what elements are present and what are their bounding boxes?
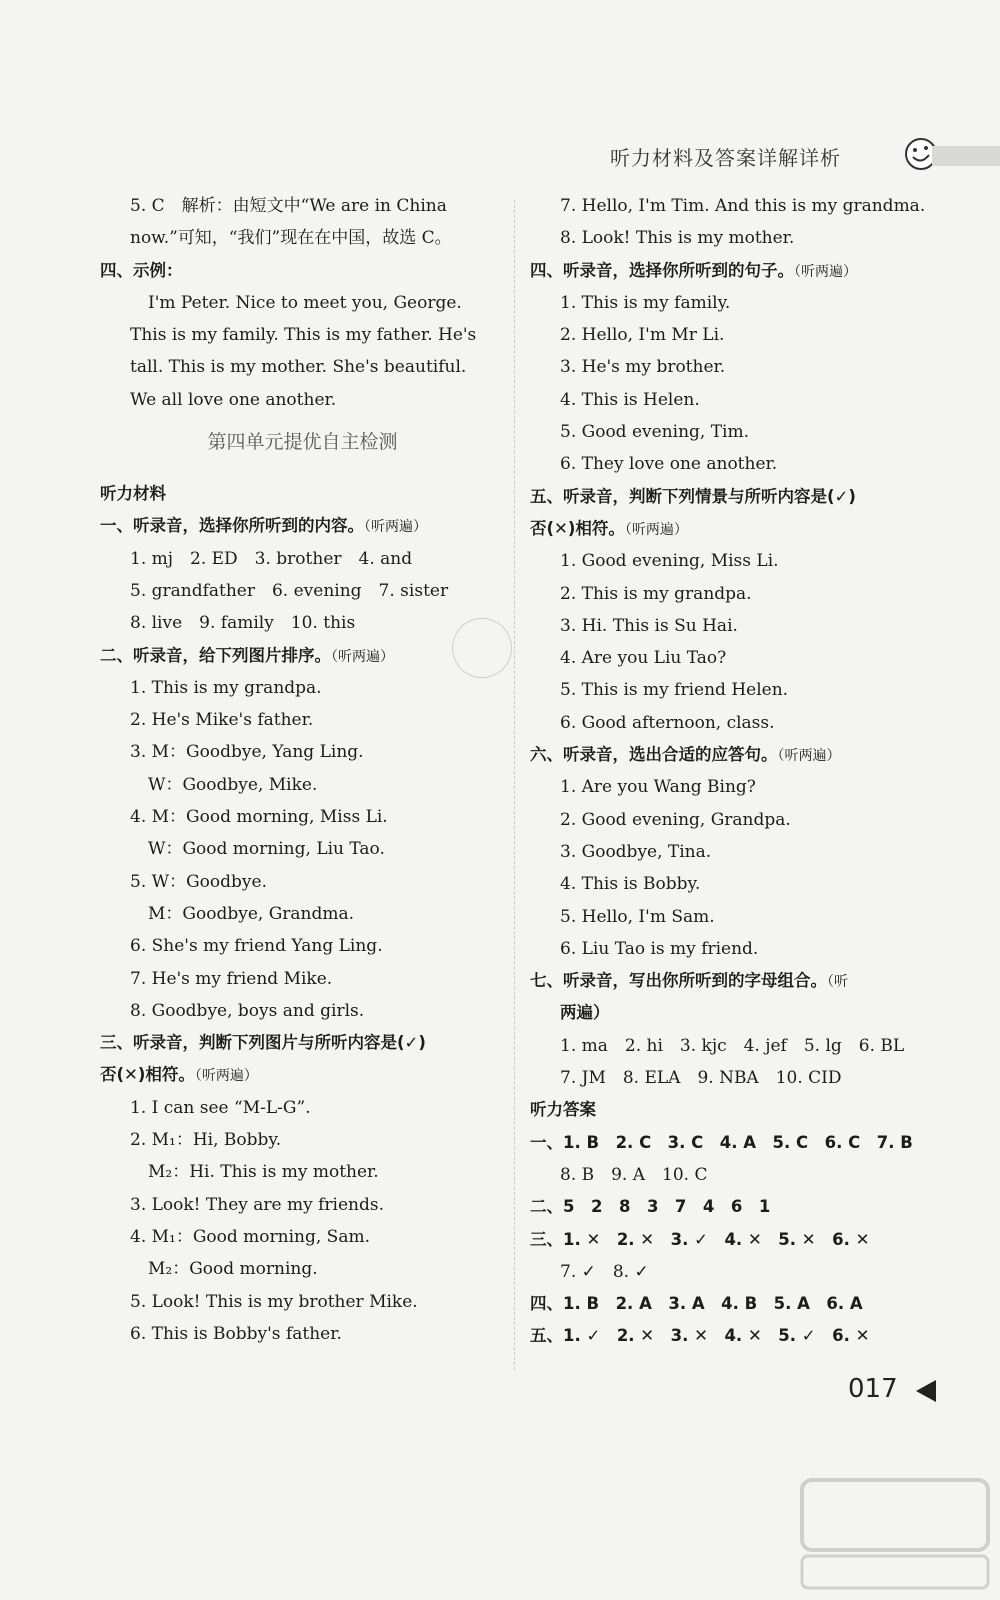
text-line — [100, 319, 505, 351]
section-heading — [100, 255, 505, 287]
section-heading — [530, 1127, 950, 1159]
text-line — [100, 607, 505, 639]
header-accent-bar — [932, 146, 1000, 166]
section-heading — [530, 1288, 950, 1320]
listen-twice-note: （听 — [827, 974, 848, 991]
line-text: 三、1. ✕ 2. ✕ 3. ✓ 4. ✕ 5. ✕ 6. ✕ — [530, 1229, 870, 1249]
running-header-title: 听力材料及答案详解详析 — [610, 146, 841, 170]
line-text: 3. Look! They are my friends. — [130, 1194, 385, 1215]
watermark-logo — [800, 1478, 990, 1590]
section-heading — [530, 1224, 950, 1256]
listen-twice-note: （听两遍） — [777, 748, 841, 765]
line-text: 二、5 2 8 3 7 4 6 1 — [530, 1197, 771, 1217]
text-line — [100, 995, 505, 1027]
line-text: 二、听录音，给下列图片排序。 — [100, 645, 331, 665]
text-line — [530, 545, 950, 577]
line-text: 6. Good afternoon, class. — [560, 712, 775, 733]
line-text: 6. She's my friend Yang Ling. — [130, 936, 383, 957]
text-line — [100, 1156, 505, 1188]
line-text: 2. This is my grandpa. — [560, 583, 752, 604]
text-line — [100, 769, 505, 801]
text-line — [100, 963, 505, 995]
text-line — [100, 1318, 505, 1350]
listen-twice-note: （听两遍） — [624, 521, 688, 538]
line-text: 1. This is my family. — [560, 292, 731, 313]
line-text: 8. Goodbye, boys and girls. — [130, 1000, 365, 1021]
unit-title — [100, 416, 505, 462]
section-heading — [100, 1059, 505, 1091]
line-text: 四、听录音，选择你所听到的句子。 — [530, 260, 794, 280]
line-text: 1. I can see “M-L-G”. — [130, 1097, 311, 1118]
line-text: M：Goodbye, Grandma. — [148, 903, 355, 924]
listen-twice-note: （听两遍） — [794, 263, 857, 280]
line-text: 4. This is Bobby. — [560, 874, 701, 895]
line-text: 5. Look! This is my brother Mike. — [130, 1291, 418, 1312]
line-text: 一、听录音，选择你所听到的内容。 — [100, 516, 364, 536]
line-text: 5. This is my friend Helen. — [560, 680, 789, 701]
line-text: 2. M₁：Hi, Bobby. — [130, 1130, 282, 1151]
text-line — [100, 384, 505, 416]
section-heading — [530, 481, 950, 513]
line-text: 五、听录音，判断下列情景与所听内容是(✓) — [530, 486, 856, 506]
line-text: 6. This is Bobby's father. — [130, 1323, 342, 1344]
text-line — [530, 1030, 950, 1062]
line-text: 三、听录音，判断下列图片与所听内容是(✓) — [100, 1033, 426, 1053]
text-line — [100, 1124, 505, 1156]
line-text: 2. He's Mike's father. — [130, 710, 314, 731]
line-text: We all love one another. — [130, 389, 337, 410]
line-text: 两遍） — [560, 1003, 610, 1023]
line-text: 3. Hi. This is Su Hai. — [560, 615, 738, 636]
line-text: 六、听录音，选出合适的应答句。 — [530, 745, 778, 765]
line-text: 5. Hello, I'm Sam. — [560, 906, 715, 927]
column-divider — [514, 200, 515, 1370]
section-heading — [530, 1320, 950, 1352]
line-text: 四、示例： — [100, 260, 183, 280]
text-line — [530, 351, 950, 383]
line-text: 2. Hello, I'm Mr Li. — [560, 325, 725, 346]
text-line — [530, 578, 950, 610]
text-line — [530, 319, 950, 351]
listen-twice-note: （听两遍） — [194, 1068, 258, 1085]
line-text: 5. Good evening, Tim. — [560, 422, 750, 443]
text-line — [530, 804, 950, 836]
line-text: 3. He's my brother. — [560, 357, 726, 378]
listen-twice-note: （听两遍） — [331, 648, 394, 665]
section-heading — [530, 965, 950, 997]
line-text: 6. They love one another. — [560, 454, 778, 475]
line-text: 否(✕)相符。 — [100, 1065, 195, 1085]
line-text: 1. Good evening, Miss Li. — [560, 551, 779, 572]
left-column — [100, 190, 505, 1350]
text-line — [530, 1159, 950, 1191]
line-text: 4. M₁：Good morning, Sam. — [130, 1226, 370, 1247]
text-line — [100, 543, 505, 575]
text-line — [530, 287, 950, 319]
line-text: W：Goodbye, Mike. — [148, 774, 318, 795]
text-line — [530, 416, 950, 448]
text-line — [100, 1092, 505, 1124]
line-text: tall. This is my mother. She's beautiful. — [130, 357, 467, 378]
line-text: 4. M：Good morning, Miss Li. — [130, 807, 388, 828]
line-text: M₂：Hi. This is my mother. — [148, 1162, 379, 1183]
line-text: 一、1. B 2. C 3. C 4. A 5. C 6. C 7. B — [530, 1132, 913, 1152]
line-text: 听力答案 — [530, 1100, 596, 1120]
text-line — [530, 642, 950, 674]
line-text: 2. Good evening, Grandpa. — [560, 809, 791, 830]
line-text: M₂：Good morning. — [148, 1259, 318, 1280]
text-line — [530, 448, 950, 480]
text-line — [530, 384, 950, 416]
text-line — [530, 610, 950, 642]
line-text: 1. ma 2. hi 3. kjc 4. jef 5. lg 6. BL — [560, 1035, 905, 1056]
listen-twice-note: （听两遍） — [364, 519, 427, 536]
text-line — [530, 222, 950, 254]
text-line — [530, 1062, 950, 1094]
text-line — [530, 1256, 950, 1288]
line-text: 7. JM 8. ELA 9. NBA 10. CID — [560, 1068, 842, 1089]
text-line — [100, 1189, 505, 1221]
text-line — [100, 833, 505, 865]
line-text: 1. mj 2. ED 3. brother 4. and — [130, 548, 413, 569]
text-line — [100, 930, 505, 962]
subheading — [100, 478, 505, 510]
line-text: 1. This is my grandpa. — [130, 677, 322, 698]
line-text: 8. B 9. A 10. C — [560, 1164, 708, 1185]
text-line — [100, 222, 505, 254]
text-line — [100, 736, 505, 768]
line-text: 1. Are you Wang Bing? — [560, 777, 756, 798]
page-number: 017 — [848, 1374, 898, 1404]
text-line — [100, 866, 505, 898]
text-line — [530, 190, 950, 222]
line-text: now.”可知，“我们”现在在中国，故选 C。 — [130, 228, 452, 249]
section-heading — [530, 255, 950, 287]
line-text: 5. W：Goodbye. — [130, 871, 267, 892]
line-text: 否(✕)相符。 — [530, 518, 625, 538]
line-text: 5. C 解析：由短文中“We are in China — [130, 196, 447, 216]
text-line — [100, 704, 505, 736]
text-line — [530, 707, 950, 739]
line-text: This is my family. This is my father. He's — [130, 325, 477, 346]
line-text: I'm Peter. Nice to meet you, George. — [148, 292, 462, 313]
text-line — [530, 933, 950, 965]
page-arrow-icon — [916, 1380, 936, 1402]
text-line — [100, 898, 505, 930]
text-line — [530, 901, 950, 933]
section-heading — [530, 739, 950, 771]
line-text: 7. ✓ 8. ✓ — [560, 1261, 649, 1282]
section-heading — [100, 640, 505, 672]
line-text: 6. Liu Tao is my friend. — [560, 938, 759, 959]
text-line — [530, 674, 950, 706]
section-heading — [100, 510, 505, 542]
text-line — [530, 836, 950, 868]
subheading — [530, 1094, 950, 1126]
line-text: 8. live 9. family 10. this — [130, 613, 356, 634]
text-line — [100, 801, 505, 833]
section-heading — [530, 1191, 950, 1223]
right-column — [530, 190, 950, 1353]
section-heading — [530, 513, 950, 545]
line-text: 3. M：Goodbye, Yang Ling. — [130, 742, 364, 763]
line-text: 四、1. B 2. A 3. A 4. B 5. A 6. A — [530, 1294, 863, 1314]
line-text: 3. Goodbye, Tina. — [560, 841, 712, 862]
text-line — [100, 672, 505, 704]
line-text: 4. This is Helen. — [560, 389, 700, 410]
text-line — [100, 287, 505, 319]
line-text: 七、听录音，写出你所听到的字母组合。 — [530, 971, 827, 991]
text-line — [100, 575, 505, 607]
line-text: 8. Look! This is my mother. — [560, 228, 795, 249]
line-text: 7. He's my friend Mike. — [130, 968, 333, 989]
section-heading — [530, 997, 950, 1029]
text-line — [100, 1253, 505, 1285]
text-line — [100, 1286, 505, 1318]
line-text: 4. Are you Liu Tao? — [560, 648, 727, 669]
text-line — [530, 771, 950, 803]
line-text: 五、1. ✓ 2. ✕ 3. ✕ 4. ✕ 5. ✓ 6. ✕ — [530, 1326, 870, 1346]
line-text: 听力材料 — [100, 484, 166, 504]
line-text: W：Good morning, Liu Tao. — [148, 839, 385, 860]
text-line — [100, 351, 505, 383]
text-line — [100, 1221, 505, 1253]
line-text: 5. grandfather 6. evening 7. sister — [130, 580, 449, 601]
line-text: 第四单元提优自主检测 — [207, 431, 398, 454]
text-line — [100, 190, 505, 222]
text-line — [530, 868, 950, 900]
section-heading — [100, 1027, 505, 1059]
line-text: 7. Hello, I'm Tim. And this is my grandma. — [560, 196, 926, 216]
